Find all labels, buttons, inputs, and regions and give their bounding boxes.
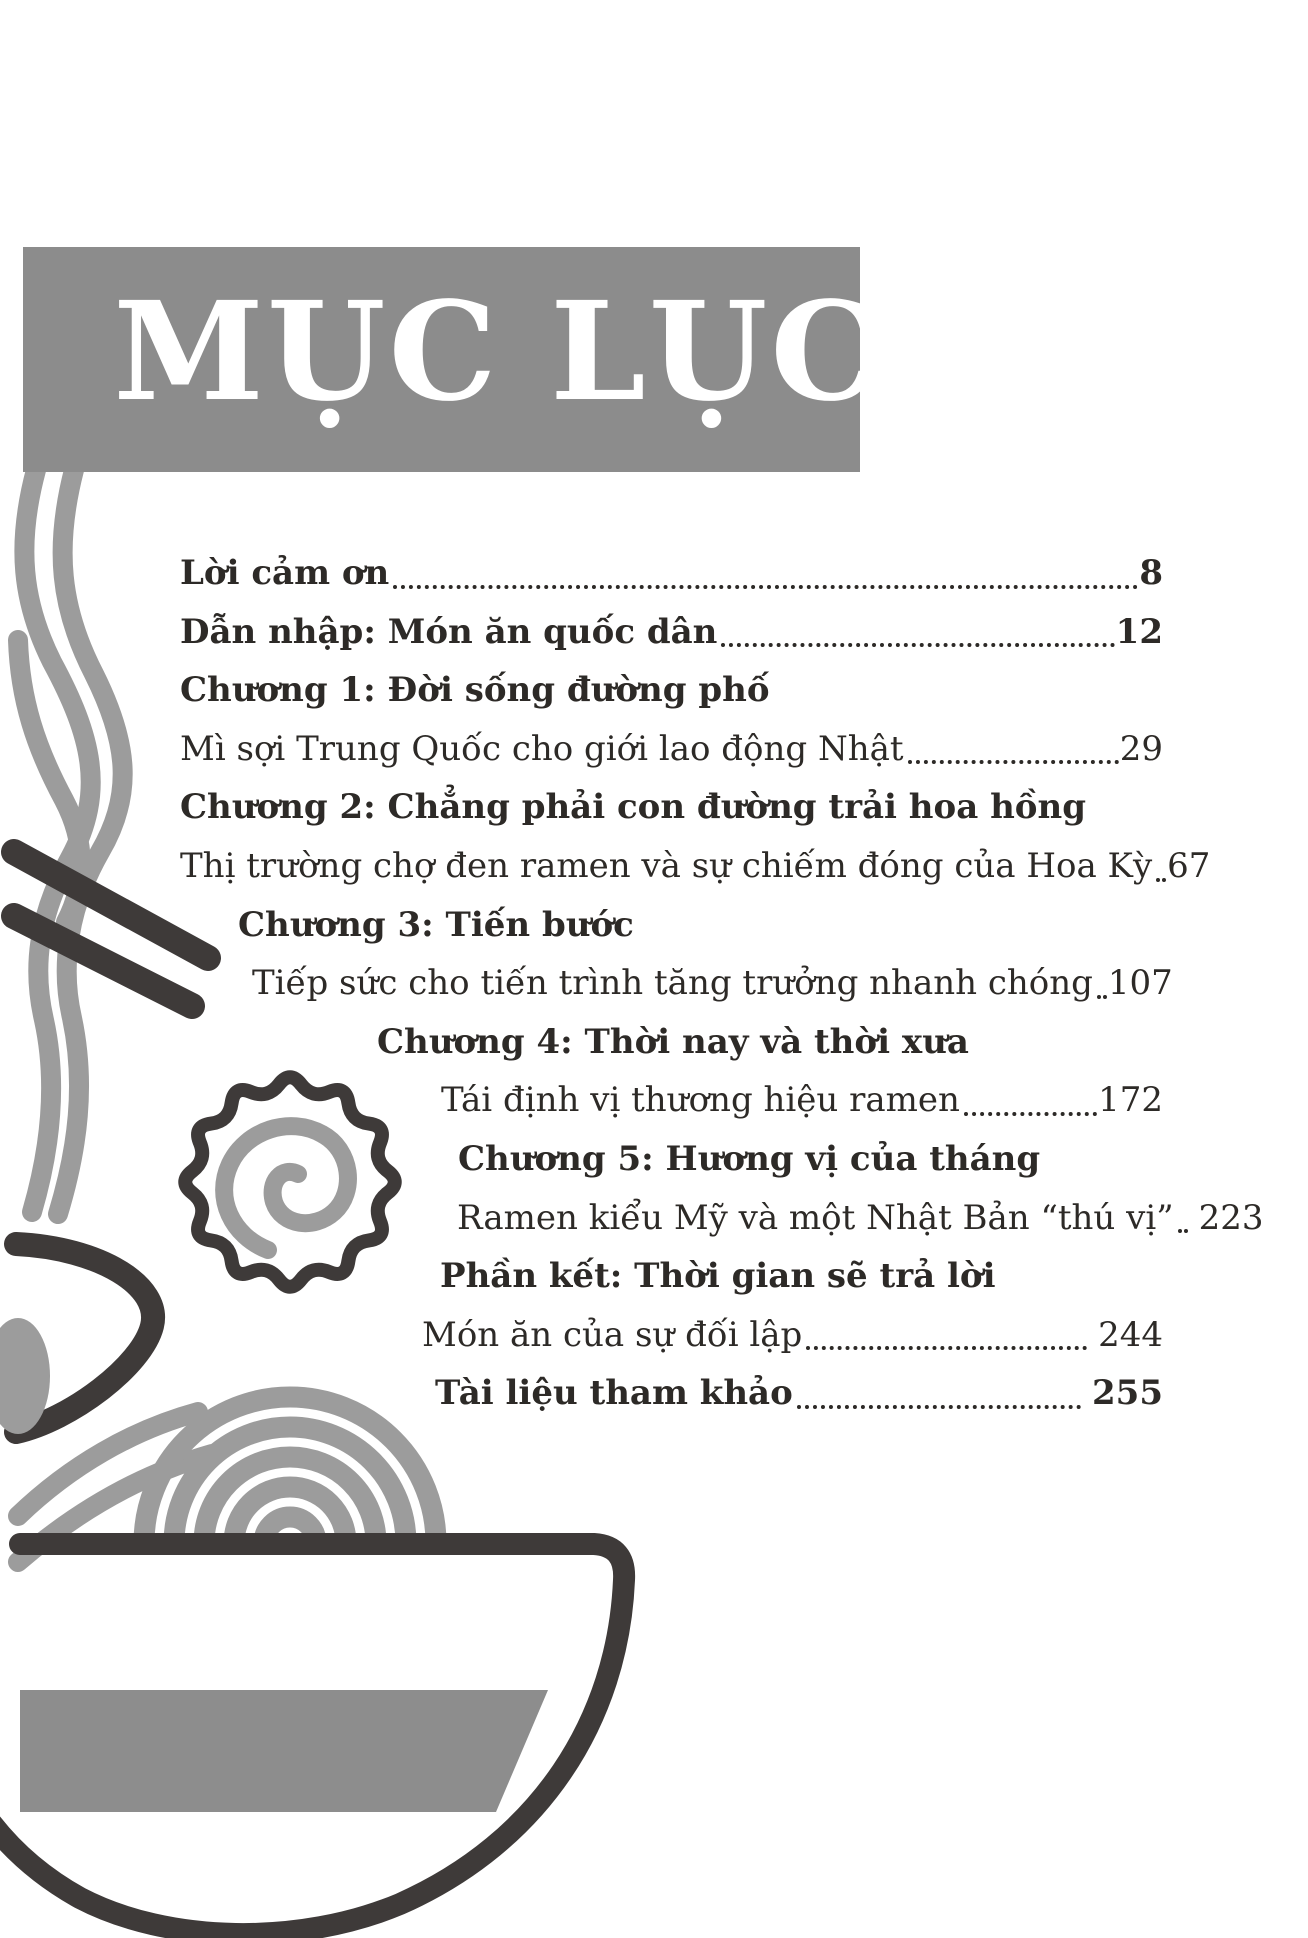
toc-row xyxy=(0,954,1173,1013)
page-title: MỤC LỤC xyxy=(113,271,882,432)
toc-row xyxy=(0,544,1163,603)
toc-entry-label: Chương 2: Chẳng phải con đường trải hoa hồng xyxy=(180,787,1086,828)
toc-entry-label: Mì sợi Trung Quốc cho giới lao động Nhật xyxy=(180,728,904,769)
toc-entry-label: Dẫn nhập: Món ăn quốc dân xyxy=(180,611,718,652)
dotted-leader xyxy=(806,1346,1087,1350)
toc-entry-label: Lời cảm ơn xyxy=(180,553,390,593)
toc-entry-label: Phần kết: Thời gian sẽ trả lời xyxy=(440,1256,996,1297)
dotted-leader xyxy=(964,1112,1097,1116)
toc-entry-label: Ramen kiểu Mỹ và một Nhật Bản “thú vị” xyxy=(457,1197,1174,1238)
toc-page-number: 67 xyxy=(1167,845,1211,886)
toc-entry-label: Chương 5: Hương vị của tháng xyxy=(458,1138,1041,1179)
toc-entry-label: Chương 1: Đời sống đường phố xyxy=(180,670,770,711)
toc-page-number: 12 xyxy=(1115,611,1163,652)
toc-page-number: 244 xyxy=(1098,1314,1163,1355)
dotted-leader xyxy=(721,643,1114,647)
dotted-leader xyxy=(1156,878,1166,882)
toc-row xyxy=(0,1247,1163,1306)
toc-row xyxy=(0,1306,1163,1365)
toc-page-number: 223 xyxy=(1198,1197,1264,1238)
toc-entry-label: Chương 3: Tiến bước xyxy=(238,904,634,945)
toc-entry-label: Thị trường chợ đen ramen và sự chiếm đóng của Hoa Kỳ xyxy=(180,845,1153,886)
title-banner xyxy=(23,247,882,472)
dotted-leader xyxy=(908,760,1119,764)
toc-page-number: 107 xyxy=(1107,963,1173,1004)
toc-row xyxy=(0,720,1163,779)
toc-page-number: 8 xyxy=(1139,553,1163,593)
toc-entry-label: Món ăn của sự đối lập xyxy=(422,1314,803,1355)
ramen-bowl-icon xyxy=(0,1544,624,1934)
dotted-leader xyxy=(1097,995,1107,999)
toc-entry-label: Tái định vị thương hiệu ramen xyxy=(441,1080,960,1121)
dotted-leader xyxy=(1178,1229,1188,1233)
toc-entry-label: Tiếp sức cho tiến trình tăng trưởng nhanh chóng xyxy=(252,963,1093,1004)
toc-row xyxy=(0,1071,1163,1130)
toc-row xyxy=(0,1130,1163,1189)
toc-row xyxy=(0,896,1163,955)
toc-row xyxy=(0,1364,1163,1423)
toc-row xyxy=(0,603,1163,662)
toc-row xyxy=(0,1189,1264,1248)
toc-list xyxy=(0,544,1264,1423)
toc-entry-label: Tài liệu tham khảo xyxy=(435,1373,793,1414)
dotted-leader xyxy=(797,1405,1081,1409)
toc-row xyxy=(0,778,1163,837)
bowl-soup-band xyxy=(20,1690,548,1812)
dotted-leader xyxy=(393,585,1138,589)
toc-row xyxy=(0,661,1163,720)
toc-entry-label: Chương 4: Thời nay và thời xưa xyxy=(377,1021,969,1062)
toc-page-number: 172 xyxy=(1098,1080,1163,1121)
toc-row xyxy=(0,837,1211,896)
toc-page-number: 255 xyxy=(1092,1373,1163,1414)
toc-row xyxy=(0,1013,1163,1072)
toc-page-number: 29 xyxy=(1119,728,1163,769)
